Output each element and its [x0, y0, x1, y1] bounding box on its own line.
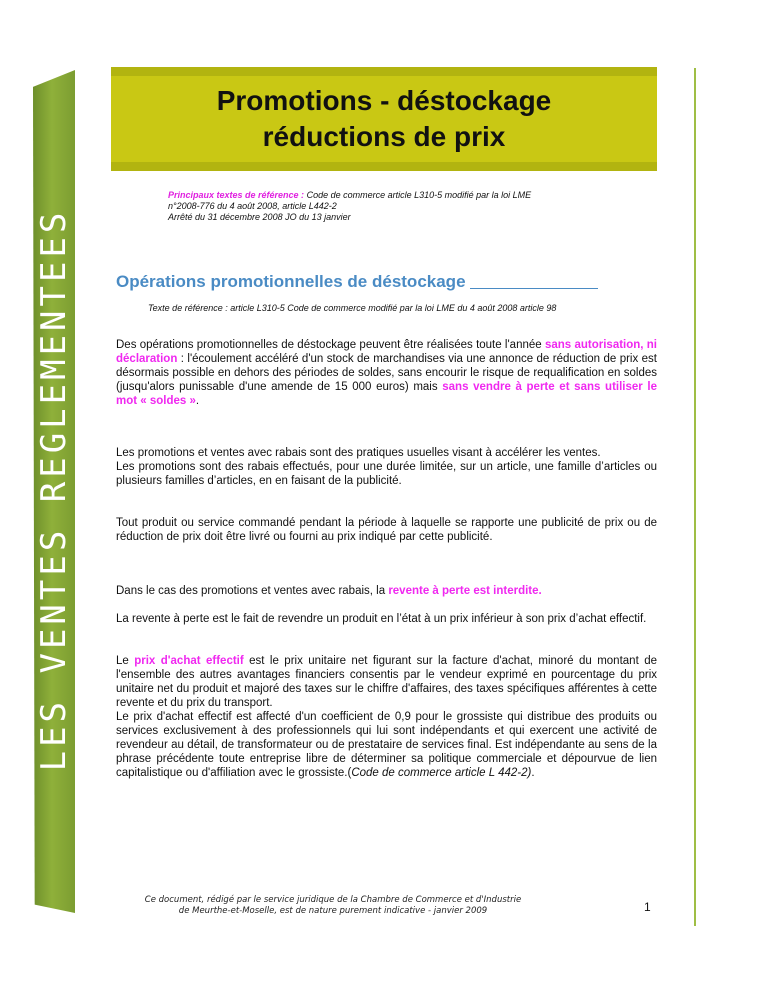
p2-line-a: Les promotions et ventes avec rabais sont des pratiques usuelles visant à accélérer les ventes.	[116, 447, 601, 459]
p2-line-b: Les promotions sont des rabais effectués, pour une durée limitée, sur un article, une famille d’articles ou plusieurs familles d’articles, en en faisant de la publicité.	[116, 461, 657, 487]
title-line-2: réductions de prix	[262, 121, 506, 152]
p1-text-b: : l'écoulement accéléré d'un stock de marchandises via une annonce de réduction de prix est désormais possible en dehors des périodes de soldes, sans encourir le risque de requalification en soldes (jusqu'alors punissable d'une amende de 15 000 euros) mais	[116, 353, 657, 393]
paragraph-5: La revente à perte est le fait de revendre un produit en l’état à un prix inférieur à son prix d’achat effectif.	[116, 613, 647, 625]
p6-text-a: Le	[116, 655, 135, 667]
p6-text-d: .	[531, 767, 535, 779]
p6-citation: Code de commerce article L 442-2)	[351, 767, 532, 779]
p1-highlight-b: sans vendre à perte et sans utiliser le mot « soldes »	[116, 381, 657, 407]
side-label: LES VENTES REGLEMENTEES	[34, 208, 74, 772]
p6-highlight: prix d'achat effectif	[134, 655, 244, 667]
paragraph-4	[116, 584, 657, 598]
p1-text-a: Des opérations promotionnelles de déstockage peuvent être réalisées toute l'année	[116, 339, 545, 351]
section-heading-text: Opérations promotionnelles de déstockage	[116, 272, 466, 291]
p1-highlight-a: sans autorisation, ni déclaration	[116, 339, 657, 365]
footer-line-1: Ce document, rédigé par le service juridique de la Chambre de Commerce et d'Industrie	[144, 895, 522, 905]
reference-line-1: Code de commerce article L310-5 modifié par la loi LME	[306, 190, 532, 200]
p6-text-c: Le prix d'achat effectif est affecté d'un coefficient de 0,9 pour le grossiste qui distribue des produits ou services exclusivement à des professionnels qui lui sont indépendants et qui exercent une activité de revendeur au détail, de transformateur ou de prestataire de services final. Est indépendante au sens de la phrase précédente toute entreprise libre de déterminer sa politique commerciale et dépourvue de lien capitalistique ou d'affiliation avec le grossiste.(	[116, 711, 657, 779]
paragraph-3: Tout produit ou service commandé pendant la période à laquelle se rapporte une publicité de prix ou de réduction de prix doit être livré ou fourni au prix indiqué par cette publicité.	[116, 517, 657, 543]
p6-text-b: est le prix unitaire net figurant sur la facture d'achat, minoré du montant de l'ensemble des autres avantages financiers consentis par le vendeur exprimé en pourcentage du prix unitaire net du produit et majoré des taxes sur le chiffre d'affaires, des taxes spécifiques afférentes à cette revente et du prix du transport.	[116, 655, 657, 709]
references-label: Principaux textes de référence :	[168, 190, 305, 200]
page-number: 1	[644, 900, 651, 914]
footer-line-2: de Meurthe-et-Moselle, est de nature purement indicative - janvier 2009	[178, 906, 488, 916]
footer-note	[108, 895, 558, 917]
reference-texts	[168, 190, 628, 223]
p4-text: Dans le cas des promotions et ventes avec rabais, la	[116, 585, 389, 597]
p1-text-c: .	[195, 395, 200, 407]
heading-underline	[470, 288, 598, 289]
title-banner	[111, 67, 657, 171]
p4-highlight: revente à perte est interdite.	[388, 585, 542, 597]
paragraph-2	[116, 446, 657, 488]
title-line-1: Promotions - déstockage	[216, 85, 552, 116]
paragraph-1	[116, 338, 657, 408]
paragraph-6	[116, 654, 657, 780]
section-heading	[116, 272, 661, 292]
reference-line-3: Arrêté du 31 décembre 2008 JO du 13 janvier	[168, 212, 351, 222]
reference-line-2: n°2008-776 du 4 août 2008, article L442-2	[168, 201, 337, 211]
right-rule	[694, 68, 696, 926]
section-subreference: Texte de référence : article L310-5 Code de commerce modifié par la loi LME du 4 août 2008 article 98	[148, 303, 557, 313]
